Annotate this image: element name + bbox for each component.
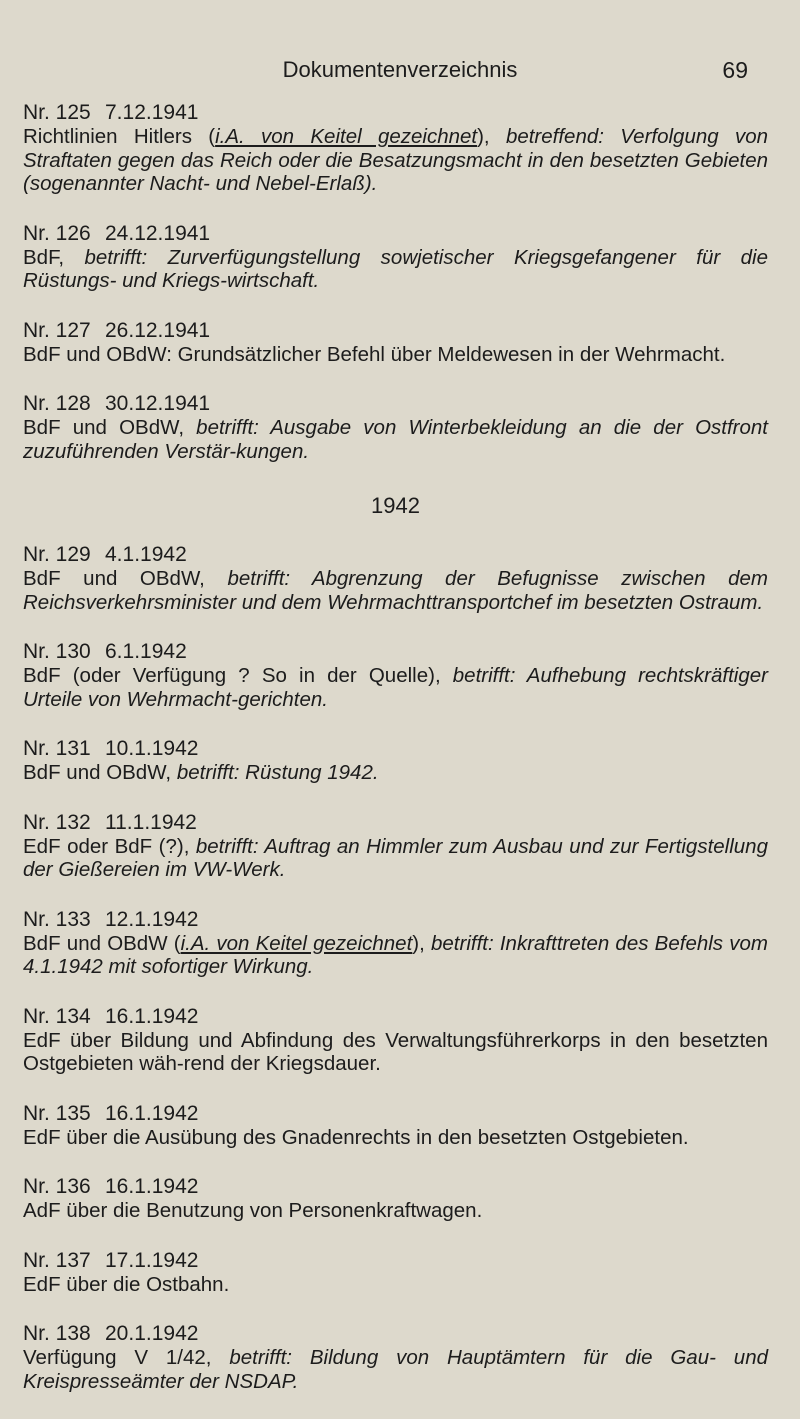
entry-text-segment: betrifft: Bildung von Hauptämtern für die Gau- und Kreispresseämter der NSDAP. xyxy=(23,1346,768,1393)
entry-description xyxy=(23,932,768,979)
entry-number: Nr. 138 xyxy=(23,1322,91,1345)
entry-text-segment: ), xyxy=(412,931,431,955)
entry-header xyxy=(23,1005,768,1029)
entry-number: Nr. 129 xyxy=(23,543,91,566)
document-entry xyxy=(23,319,768,367)
entry-text-segment: Richtlinien Hitlers ( xyxy=(23,125,216,148)
entry-text-segment: betrifft: Zurverfügungstellung sowjetischer Kriegsgefangener für die Rüstungs- und Kriegs-wirtschaft. xyxy=(23,245,769,292)
entry-description xyxy=(23,1346,768,1393)
entry-text-segment: BdF und OBdW, xyxy=(23,416,197,439)
entry-text-segment xyxy=(181,932,413,955)
entry-number: Nr. 128 xyxy=(23,392,91,415)
entry-text-segment: betrifft: Ausgabe von Winterbekleidung an die der Ostfront zuzuführenden Verstär-kungen. xyxy=(23,416,768,463)
entry-text-segment: EdF oder BdF (?), xyxy=(23,834,196,858)
entry-date: 16.1.1942 xyxy=(105,1004,199,1028)
document-entry xyxy=(23,101,768,196)
year-heading: 1942 xyxy=(371,493,420,518)
entry-text-segment: BdF (oder Verfügung ? So in der Quelle), xyxy=(23,664,453,687)
entry-number: Nr. 131 xyxy=(23,737,91,760)
entry-description xyxy=(23,416,768,463)
entry-number: Nr. 134 xyxy=(23,1004,91,1028)
entry-header xyxy=(23,543,768,567)
entry-header xyxy=(23,640,768,664)
entry-text-segment: EdF über die Ausübung des Gnadenrechts in den besetzten Ostgebieten. xyxy=(23,1125,689,1149)
entry-date: 10.1.1942 xyxy=(105,737,199,760)
entry-text-segment: BdF und OBdW ( xyxy=(23,931,181,955)
entry-text-segment: Verfügung V 1/42, xyxy=(23,1346,230,1369)
entry-description xyxy=(23,125,768,196)
entry-description xyxy=(23,835,768,882)
entry-description xyxy=(23,664,768,711)
entry-text-segment: BdF und OBdW, xyxy=(23,761,177,784)
signature-note: i.A. von Keitel gezeichnet xyxy=(180,931,413,955)
entry-date: 30.12.1941 xyxy=(105,392,211,415)
entry-description xyxy=(23,1126,768,1150)
entry-date: 26.12.1941 xyxy=(105,318,211,342)
entry-header xyxy=(23,1249,768,1273)
entry-date: 16.1.1942 xyxy=(105,1175,199,1198)
entries-1941 xyxy=(23,101,768,463)
entry-header xyxy=(23,319,768,343)
entry-number: Nr. 136 xyxy=(23,1175,91,1198)
entry-date: 20.1.1942 xyxy=(105,1322,199,1345)
document-entry xyxy=(23,392,768,463)
entry-text-segment: betreffend: Verfolgung von Straftaten gegen das Reich oder die Besatzungsmacht in den besetzten Gebieten (sogenannter Nacht- und Nebel-Erlaß). xyxy=(23,125,768,195)
entry-text-segment: betrifft: Aufhebung rechtskräftiger Urteile von Wehrmacht-gerichten. xyxy=(23,664,768,711)
entry-number: Nr. 132 xyxy=(23,810,91,834)
page-number: 69 xyxy=(722,57,748,83)
running-header xyxy=(0,55,800,85)
document-entry xyxy=(23,640,768,711)
entry-number: Nr. 125 xyxy=(23,101,91,124)
document-entry xyxy=(23,222,768,293)
document-list xyxy=(23,101,768,1419)
entry-date: 4.1.1942 xyxy=(105,543,187,566)
running-title: Dokumentenverzeichnis xyxy=(282,57,518,82)
entry-description xyxy=(23,1029,768,1076)
entry-text-segment: BdF, xyxy=(23,245,85,269)
entry-number: Nr. 133 xyxy=(23,907,91,931)
entry-header xyxy=(23,1322,768,1346)
entry-date: 11.1.1942 xyxy=(105,810,197,834)
entry-date: 17.1.1942 xyxy=(105,1248,199,1272)
entry-text-segment: BdF und OBdW, xyxy=(23,567,228,590)
entry-number: Nr. 126 xyxy=(23,221,91,245)
document-entry xyxy=(23,1175,768,1223)
entry-number: Nr. 135 xyxy=(23,1101,91,1125)
document-entry xyxy=(23,543,768,614)
entry-header xyxy=(23,811,768,835)
entry-header xyxy=(23,1102,768,1126)
entry-text-segment: BdF und OBdW: Grundsätzlicher Befehl über Meldewesen in der Wehrmacht. xyxy=(23,342,726,366)
entry-text-segment: betrifft: Auftrag an Himmler zum Ausbau und zur Fertigstellung der Gießereien im VW-Werk. xyxy=(23,834,768,881)
entry-text-segment: EdF über die Ostbahn. xyxy=(23,1272,230,1296)
entry-text-segment: EdF über Bildung und Abfindung des Verwaltungsführerkorps in den besetzten Ostgebieten wäh-rend der Kriegsdauer. xyxy=(23,1028,768,1075)
entry-header xyxy=(23,737,768,761)
entry-header xyxy=(23,908,768,932)
entry-header xyxy=(23,222,768,246)
entry-description xyxy=(23,1199,768,1223)
entry-text-segment: betrifft: Inkrafttreten des Befehls vom 4.1.1942 mit sofortiger Wirkung. xyxy=(23,931,768,978)
document-entry xyxy=(23,1249,768,1297)
entry-description xyxy=(23,567,768,614)
entry-text-segment: betrifft: Rüstung 1942. xyxy=(176,761,379,784)
entry-number: Nr. 127 xyxy=(23,318,91,342)
entry-description xyxy=(23,246,768,293)
document-entry xyxy=(23,1005,768,1076)
entries-1942 xyxy=(23,543,768,1393)
entry-text-segment: betrifft: Abgrenzung der Befugnisse zwischen dem Reichsverkehrsminister und dem Wehrmachttransportchef im besetzten Ostraum. xyxy=(23,567,769,614)
entry-header xyxy=(23,101,768,125)
entry-header xyxy=(23,392,768,416)
document-entry xyxy=(23,1102,768,1150)
entry-date: 12.1.1942 xyxy=(105,907,199,931)
entry-date: 24.12.1941 xyxy=(105,221,211,245)
document-entry xyxy=(23,908,768,979)
signature-note: i.A. von Keitel gezeichnet xyxy=(215,125,478,148)
entry-number: Nr. 137 xyxy=(23,1248,91,1272)
entry-description xyxy=(23,1273,768,1297)
document-entry xyxy=(23,737,768,785)
document-entry xyxy=(23,1322,768,1393)
entry-description xyxy=(23,343,768,367)
entry-number: Nr. 130 xyxy=(23,640,91,663)
entry-header xyxy=(23,1175,768,1199)
document-entry xyxy=(23,811,768,882)
entry-date: 6.1.1942 xyxy=(105,640,187,663)
entry-text-segment xyxy=(215,125,477,148)
entry-text-segment: AdF über die Benutzung von Personenkraftwagen. xyxy=(23,1199,483,1222)
entry-description xyxy=(23,761,768,785)
entry-text-segment: ), xyxy=(477,125,506,148)
entry-date: 16.1.1942 xyxy=(105,1101,199,1125)
entry-date: 7.12.1941 xyxy=(105,101,199,124)
